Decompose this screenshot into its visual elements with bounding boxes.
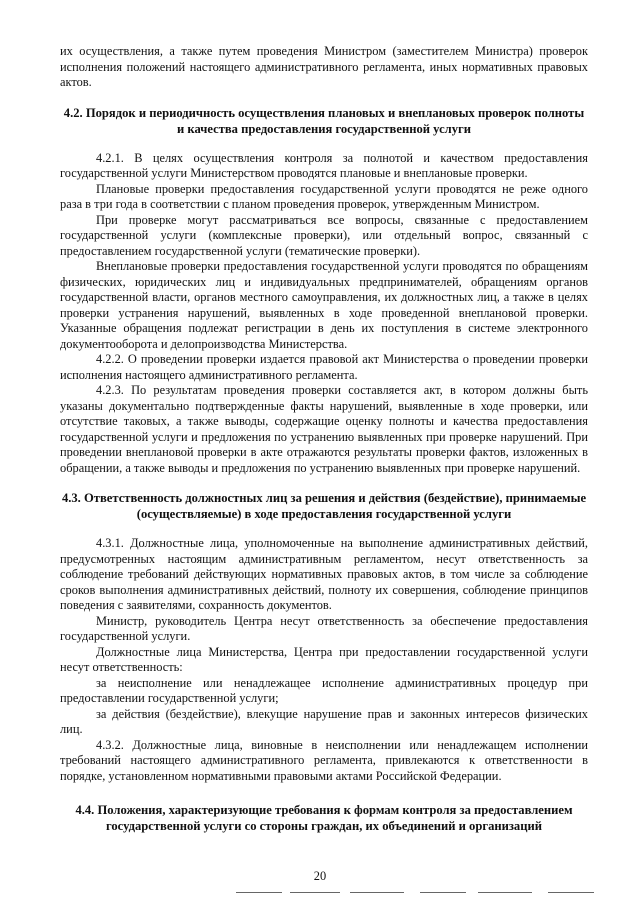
page-number: 20 (313, 869, 327, 883)
footer-divider (236, 892, 282, 893)
paragraph-4-3-2: 4.3.2. Должностные лица, виновные в неисполнении или ненадлежащем исполнении требований настоящего административного регламента, привлекаются к ответственности в порядке, установленном нормативными правовыми актами Российской Федерации. (60, 737, 588, 783)
paragraph-4-2-3: 4.2.3. По результатам проведения проверки составляется акт, в котором должны быть указаны документально подтвержденные факты нарушений, выявленные в ходе проверки, или отсутствие таковых, а также выводы, содержащие оценку полноты и качества предоставления государственной услуги и предложения по устранению выявленных при проверке нарушений. При проведении внеплановой проверки в акте отражаются результаты проверки фактов, изложенных в обращении, а также выводы и предложения по устранению выявленных при проверке нарушений. (60, 383, 588, 475)
paragraph-4-2-1: 4.2.1. В целях осуществления контроля за полнотой и качеством предоставления государственной услуги Министерством проводятся плановые и внеплановые проверки. (60, 150, 588, 180)
paragraph-officials-responsibility: Должностные лица Министерства, Центра при предоставлении государственной услуги несут ответственность: (60, 644, 588, 674)
paragraph-4-3-1: 4.3.1. Должностные лица, уполномоченные на выполнение административных действий, предусмотренных настоящим административным регламентом, несут ответственность за соблюдение требований действующих нормативных правовых актов, в том числе за соблюдение сроков выполнения административных действий, полноту их совершения, соблюдение принципов поведения с заявителями, сохранность документов. (60, 536, 588, 612)
paragraph-planned-checks: Плановые проверки предоставления государственной услуги проводятся не реже одного раза в три года в соответствии с планом проведения проверок, утвержденным Министром. (60, 181, 588, 211)
footer-divider (548, 892, 594, 893)
paragraph-non-performance: за неисполнение или ненадлежащее исполнение административных процедур при предоставлении государственной услуги; (60, 675, 588, 705)
page-content (60, 44, 588, 834)
paragraph-check-scope: При проверке могут рассматриваться все вопросы, связанные с предоставлением государственной услуги (комплексные проверки), или отдельный вопрос, связанный с предоставлением государственной услуги (тематические проверки). (60, 212, 588, 258)
paragraph-actions-inaction: за действия (бездействие), влекущие нарушение прав и законных интересов физических лиц. (60, 706, 588, 736)
section-4-3-body (60, 536, 588, 784)
paragraph-unplanned-checks: Внеплановые проверки предоставления государственной услуги проводятся по обращениям физических, юридических лиц и индивидуальных предпринимателей, обращениям органов государственной власти, органов местного самоуправления, их должностных лиц, а также в целях проверки устранения нарушений, выявленных в ходе проведенной внеплановой проверки. Указанные обращения подлежат регистрации в день их поступления в системе электронного документооборота и делопроизводства Министерства. (60, 259, 588, 351)
paragraph-minister-responsibility: Министр, руководитель Центра несут ответственность за обеспечение предоставления государственной услуги. (60, 613, 588, 643)
section-4-2-body (60, 151, 588, 477)
section-4-2-heading: 4.2. Порядок и периодичность осуществления плановых и внеплановых проверок полноты и качества предоставления государственной услуги (63, 105, 585, 136)
continuation-paragraph: их осуществления, а также путем проведения Министром (заместителем Министра) проверок исполнения положений настоящего административного регламента, иных нормативных правовых актов. (60, 44, 588, 89)
footer-divider (420, 892, 466, 893)
footer-divider (478, 892, 532, 893)
footer-divider (290, 892, 340, 893)
paragraph-4-2-2: 4.2.2. О проведении проверки издается правовой акт Министерства о проведении проверки исполнения настоящего административного регламента. (60, 352, 588, 382)
section-4-3-heading: 4.3. Ответственность должностных лиц за решения и действия (бездействие), принимаемые (осуществляемые) в ходе предоставления государственной услуги (61, 491, 587, 521)
footer-divider (350, 892, 404, 893)
section-4-4-heading: 4.4. Положения, характеризующие требования к формам контроля за предоставлением государственной услуги со стороны граждан, их объединений и организаций (75, 803, 573, 833)
